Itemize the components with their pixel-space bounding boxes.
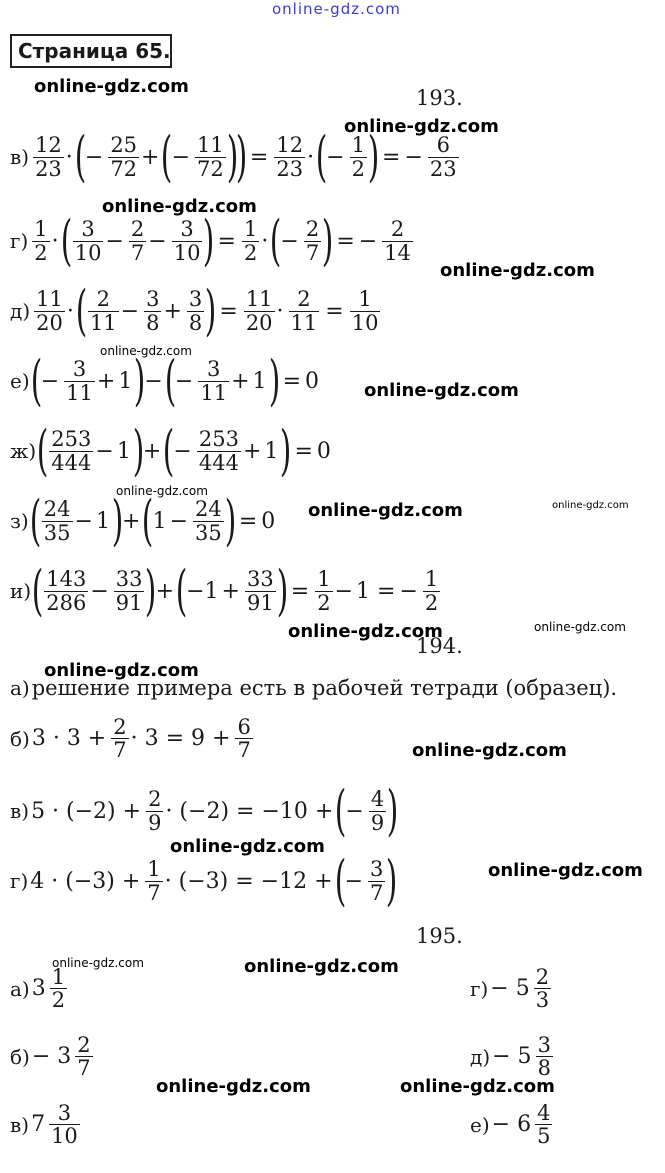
item-label: з): [10, 509, 29, 533]
watermark: online-gdz.com: [364, 380, 519, 401]
ex195-g: г) − 5 $\frac{2}{3}$: [470, 965, 550, 1013]
ex193-zh: ж) ( $\frac{253}{444}$ − 1 ) + ( − $\frac{253}{444}$ + 1 ) = 0: [10, 419, 331, 482]
ex195-a: а) 3 $\frac{1}{2}$: [10, 965, 66, 1013]
watermark: online-gdz.com: [344, 116, 499, 137]
site-header-link[interactable]: online-gdz.com: [272, 0, 401, 18]
ex193-v: в) $\frac{12}{23}$ · ( − $\frac{25}{72}$ + ( − $\frac{11}{72}$ ) ) = $\frac{12}{23}$ · ( − $\frac{1}{2}$ ) = − $\frac{6}{23}$: [10, 125, 457, 188]
item-label: а): [10, 676, 30, 700]
fraction: $\frac{12}{23}$: [276, 133, 304, 181]
watermark: online-gdz.com: [116, 484, 208, 498]
ex195-d: д) − 5 $\frac{3}{8}$: [470, 1033, 551, 1081]
fraction: $\frac{12}{23}$: [35, 133, 62, 181]
watermark: online-gdz.com: [552, 500, 629, 511]
watermark: online-gdz.com: [34, 76, 189, 97]
watermark: online-gdz.com: [156, 1076, 311, 1097]
page-label: Страница 65.: [10, 34, 172, 68]
item-label: в): [10, 799, 30, 823]
ex194-a: а) решение примера есть в рабочей тетради (образец).: [10, 676, 618, 700]
watermark: online-gdz.com: [400, 1076, 555, 1097]
exercise-number: 194.: [416, 634, 463, 658]
ex195-e: е) − 6 $\frac{4}{5}$: [470, 1101, 551, 1149]
item-label: д): [10, 299, 31, 323]
watermark: online-gdz.com: [44, 660, 199, 681]
fraction: $\frac{6}{23}$: [429, 133, 457, 181]
ex195-b: б) − 3 $\frac{2}{7}$: [10, 1033, 91, 1081]
watermark: online-gdz.com: [534, 620, 626, 634]
item-label: а): [10, 976, 30, 1001]
item-label: б): [10, 1044, 30, 1069]
watermark: online-gdz.com: [308, 500, 463, 521]
ex193-d: д) $\frac{11}{20}$ · ( $\frac{2}{11}$ − $\frac{3}{8}$ + $\frac{3}{8}$ ) = $\frac{11}{20}$ · $\frac{2}{11}$ = $\frac{1}{10}$: [10, 279, 379, 342]
fraction: $\frac{1}{2}$: [351, 133, 365, 181]
watermark: online-gdz.com: [100, 344, 192, 358]
ex195-v: в) 7 $\frac{3}{10}$: [10, 1101, 78, 1149]
fraction: $\frac{25}{72}$: [110, 133, 138, 181]
item-label: ж): [10, 439, 37, 463]
item-label: г): [10, 869, 29, 893]
ex193-i: и) ( $\frac{143}{286}$ − $\frac{33}{91}$ ) + ( −1 + $\frac{33}{91}$ ) = $\frac{1}{2}$ − 1 = − $\frac{1}{2}$: [10, 559, 439, 622]
watermark: online-gdz.com: [288, 621, 443, 642]
watermark: online-gdz.com: [52, 956, 144, 970]
item-label: д): [470, 1044, 491, 1069]
watermark: online-gdz.com: [102, 196, 257, 217]
exercise-number: 195.: [416, 924, 463, 948]
item-label: е): [10, 369, 30, 393]
ex194-g: г) 4 · (−3) + $\frac{1}{7}$ · (−3) = −12 + ( − $\frac{3}{7}$ ): [10, 849, 398, 912]
watermark: online-gdz.com: [488, 860, 643, 881]
ex194-b: б) 3 · 3 + $\frac{2}{7}$ · 3 = 9 + $\frac{6}{7}$: [10, 715, 251, 763]
item-label: и): [10, 579, 32, 603]
item-label: г): [10, 229, 29, 253]
watermark: online-gdz.com: [440, 260, 595, 281]
ex193-z: з) ( $\frac{24}{35}$ − 1 ) + ( 1 − $\frac{24}{35}$ ) = 0: [10, 489, 276, 552]
item-label: б): [10, 726, 30, 751]
item-label: г): [470, 976, 489, 1001]
exercise-number: 193.: [416, 86, 463, 110]
fraction: $\frac{11}{72}$: [197, 133, 224, 181]
ex193-e: е) ( − $\frac{3}{11}$ + 1 ) − ( − $\frac{3}{11}$ + 1 ) = 0: [10, 349, 320, 412]
watermark: online-gdz.com: [170, 836, 325, 857]
watermark: online-gdz.com: [412, 740, 567, 761]
item-label: в): [10, 145, 30, 169]
ex194-v: в) 5 · (−2) + $\frac{2}{9}$ · (−2) = −10 + ( − $\frac{4}{9}$ ): [10, 779, 399, 842]
item-label: в): [10, 1112, 30, 1137]
ex193-g: г) $\frac{1}{2}$ · ( $\frac{3}{10}$ − $\frac{2}{7}$ − $\frac{3}{10}$ ) = $\frac{1}{2}$ · ( − $\frac{2}{7}$ ) = − $\frac{2}{14}$: [10, 209, 411, 272]
watermark: online-gdz.com: [244, 956, 399, 977]
item-label: е): [470, 1112, 490, 1137]
